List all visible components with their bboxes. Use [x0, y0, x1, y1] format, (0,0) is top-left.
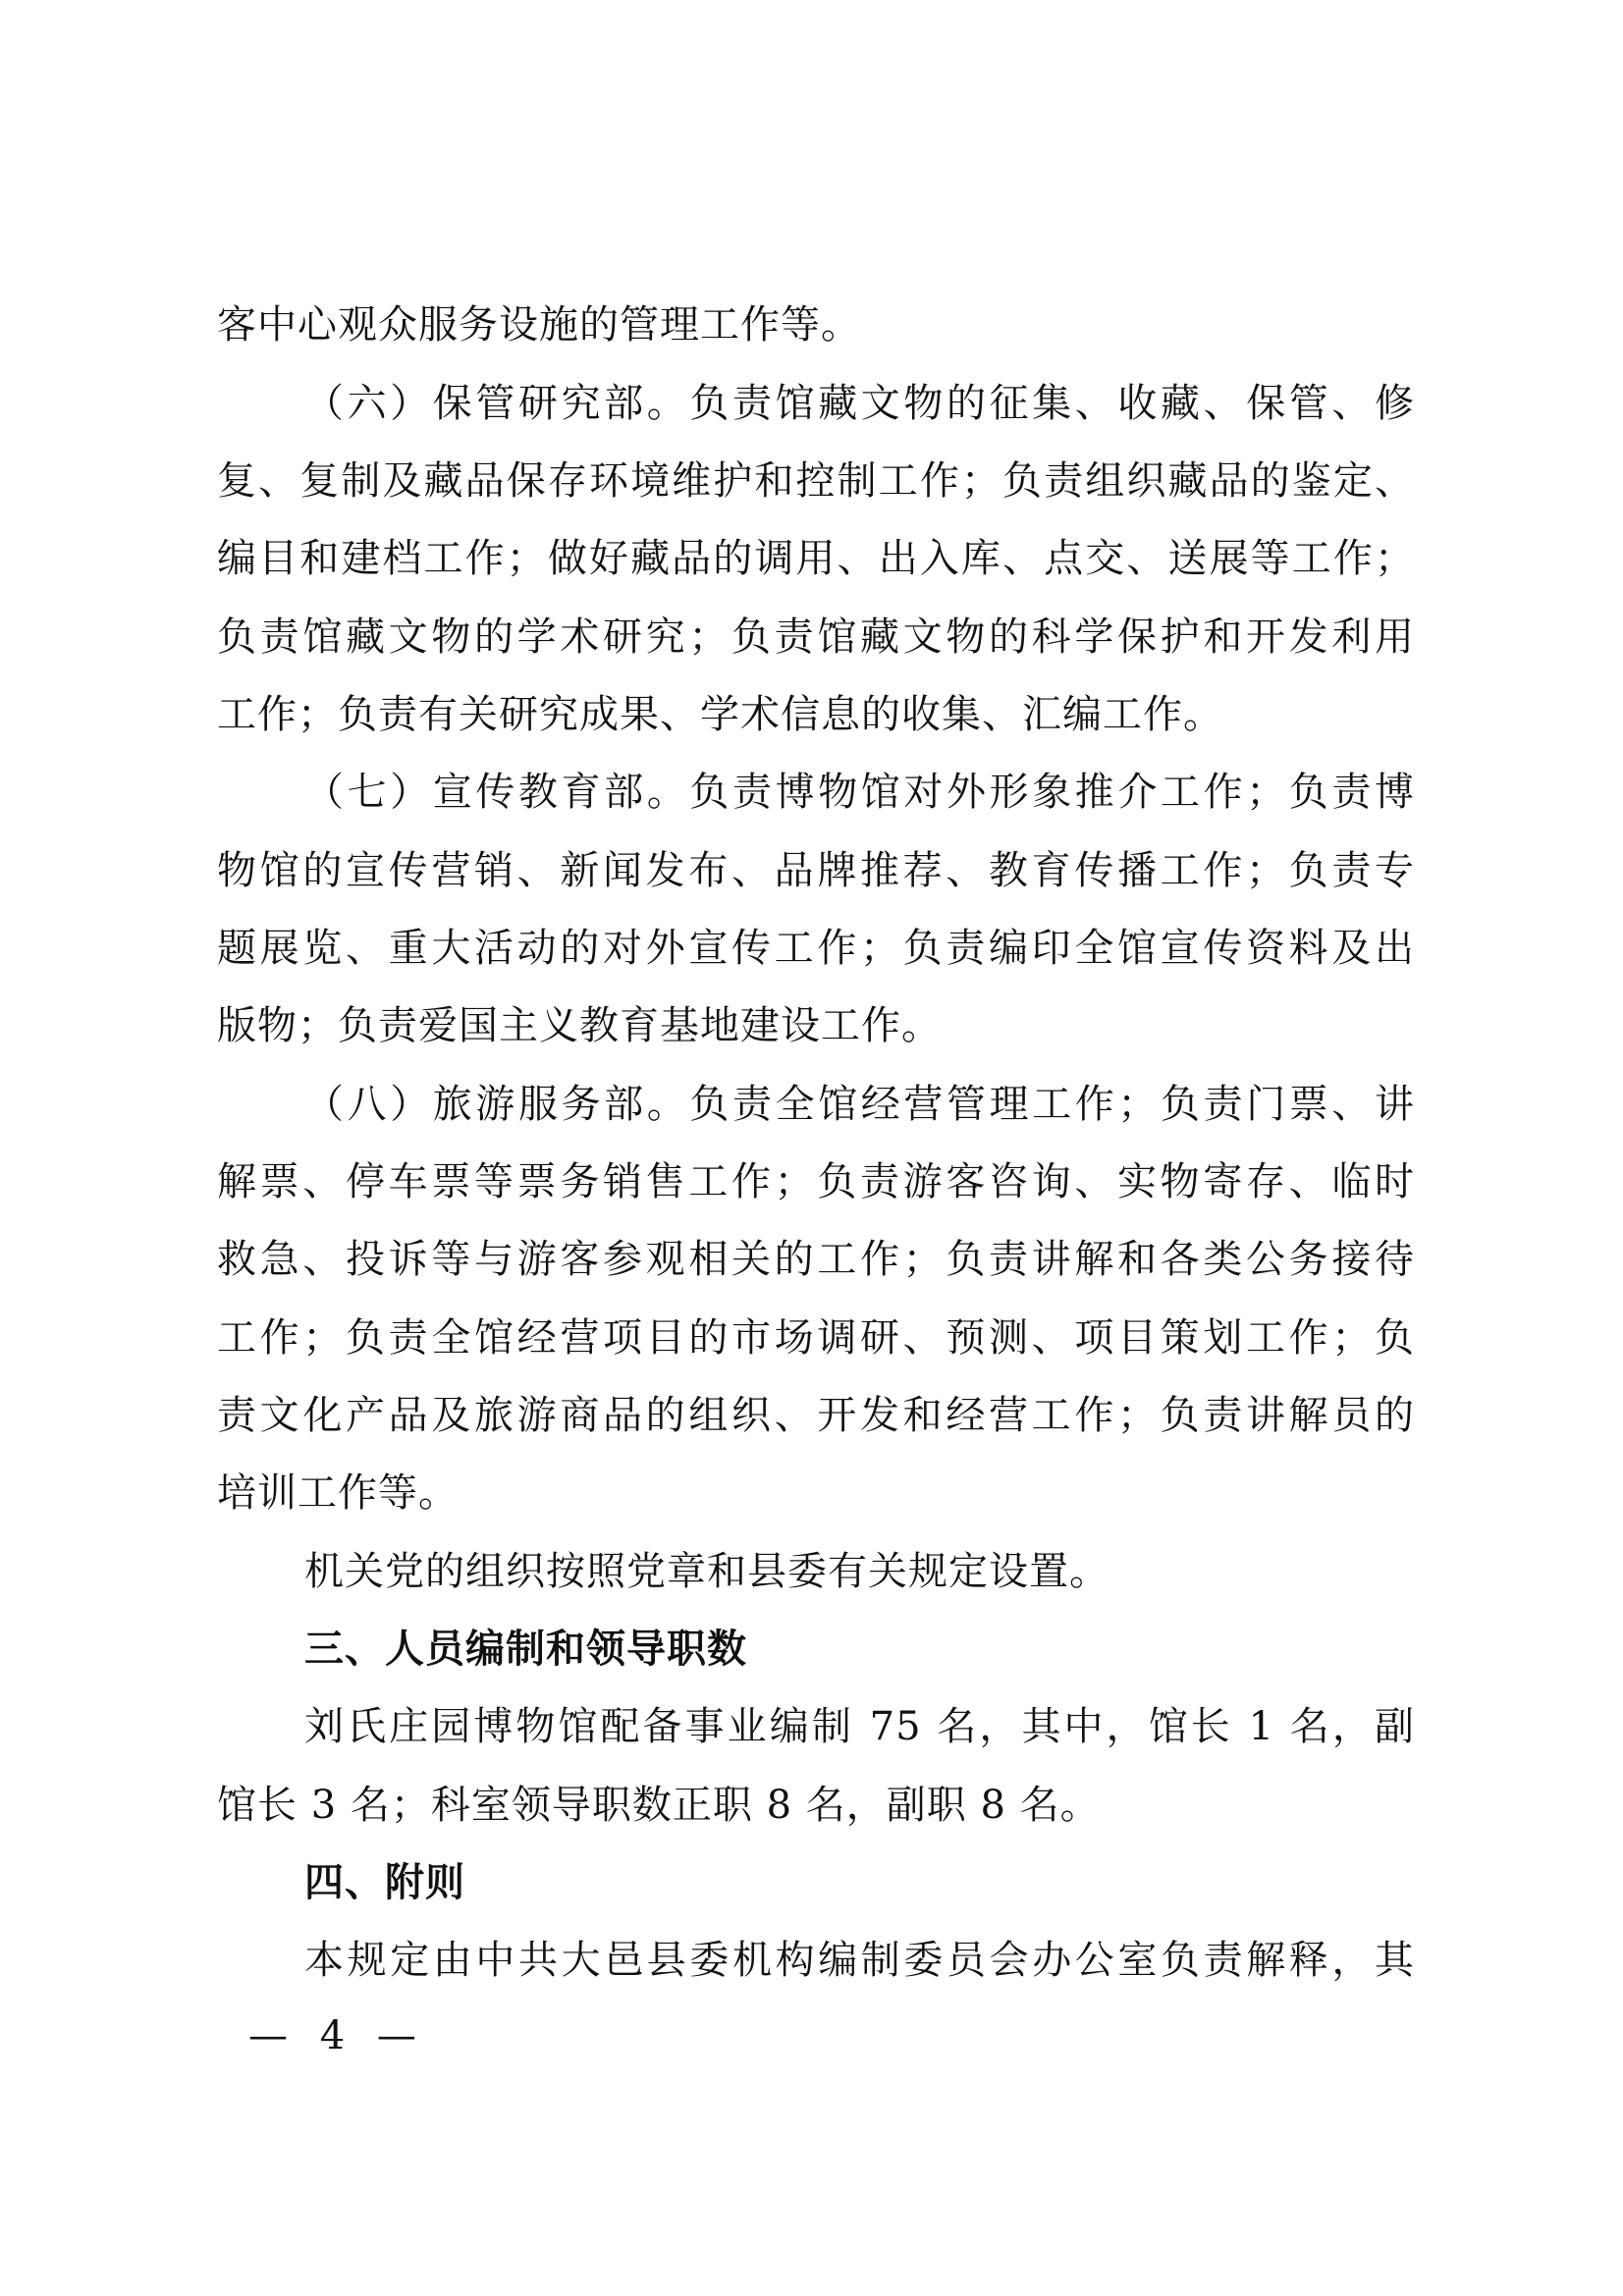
body-text-line: 客中心观众服务设施的管理工作等。 — [217, 302, 861, 347]
body-text-line: 馆长 3 名；科室领导职数正职 8 名，副职 8 名。 — [217, 1783, 1101, 1828]
body-text-line: 复、复制及藏品保存环境维护和控制工作；负责组织藏品的鉴定、 — [217, 458, 1415, 504]
page-number: — 4 — — [248, 2013, 426, 2058]
body-text-line: 编目和建档工作；做好藏品的调用、出入库、点交、送展等工作； — [217, 536, 1415, 581]
body-text-line: 培训工作等。 — [217, 1470, 459, 1516]
body-text-line: 版物；负责爱国主义教育基地建设工作。 — [217, 1003, 942, 1048]
party-organization-text: 机关党的组织按照党章和县委有关规定设置。 — [304, 1549, 1109, 1594]
body-text-line: 救急、投诉等与游客参观相关的工作；负责讲解和各类公务接待 — [217, 1237, 1415, 1282]
body-text-line: 工作；负责全馆经营项目的市场调研、预测、项目策划工作；负 — [217, 1315, 1415, 1361]
section-eight-paragraph-line: （八）旅游服务部。负责全馆经营管理工作；负责门票、讲 — [304, 1082, 1415, 1127]
body-text-line: 工作；负责有关研究成果、学术信息的收集、汇编工作。 — [217, 692, 1223, 737]
section-heading-staffing: 三、人员编制和领导职数 — [304, 1627, 747, 1672]
section-six-paragraph-line: （六）保管研究部。负责馆藏文物的征集、收藏、保管、修 — [304, 381, 1415, 426]
staffing-paragraph-line: 刘氏庄园博物馆配备事业编制 75 名，其中，馆长 1 名，副 — [304, 1704, 1415, 1749]
body-text-line: 责文化产品及旅游商品的组织、开发和经营工作；负责讲解员的 — [217, 1393, 1415, 1438]
section-heading-appendix: 四、附则 — [304, 1860, 465, 1905]
appendix-paragraph-line: 本规定由中共大邑县委机构编制委员会办公室负责解释，其 — [304, 1938, 1415, 1983]
body-text-line: 题展览、重大活动的对外宣传工作；负责编印全馆宣传资料及出 — [217, 926, 1415, 971]
body-text-line: 解票、停车票等票务销售工作；负责游客咨询、实物寄存、临时 — [217, 1159, 1415, 1204]
section-seven-paragraph-line: （七）宣传教育部。负责博物馆对外形象推介工作；负责博 — [304, 770, 1415, 815]
body-text-line: 负责馆藏文物的学术研究；负责馆藏文物的科学保护和开发利用 — [217, 614, 1415, 660]
body-text-line: 物馆的宣传营销、新闻发布、品牌推荐、教育传播工作；负责专 — [217, 848, 1415, 893]
